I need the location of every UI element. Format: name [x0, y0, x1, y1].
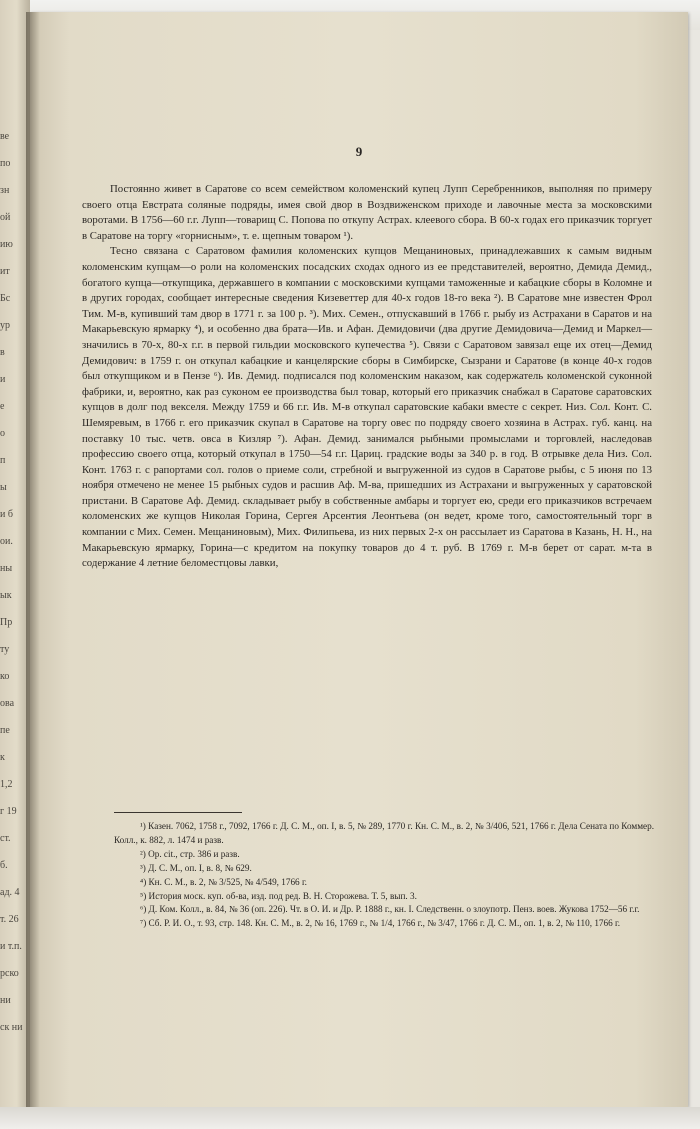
left-page-text-fragment: ию: [0, 239, 13, 250]
left-page-text-fragment: Бс: [0, 293, 11, 304]
left-page-text-fragment: ова: [0, 698, 15, 709]
footnote-3: ³) Д. С. М., оп. I, в. 8, № 629.: [140, 862, 252, 873]
left-page-text-fragment: ык: [0, 590, 12, 601]
left-page-text-fragment: и т.п.: [0, 941, 22, 952]
left-page-text-fragment: ст.: [0, 833, 11, 844]
left-page-text-fragment: и б: [0, 509, 13, 520]
left-page-text-fragment: пе: [0, 725, 10, 736]
footnotes: [114, 820, 654, 931]
left-page-text-fragment: ад. 4: [0, 887, 20, 898]
left-page-text-fragment: ой: [0, 212, 11, 223]
left-page-text-fragment: ко: [0, 671, 10, 682]
left-page-text-fragment: е: [0, 401, 5, 412]
left-page-text-fragment: ои.: [0, 536, 13, 547]
left-page-text-fragment: ит: [0, 266, 10, 277]
left-page-text-fragment: г 19: [0, 806, 17, 817]
book-page: [30, 12, 688, 1107]
left-page-text-fragment: рско: [0, 968, 19, 979]
left-page-text-fragment: 1,2: [0, 779, 13, 790]
left-page-text-fragment: по: [0, 158, 11, 169]
footnote-6: ⁶) Д. Ком. Колл., в. 84, № 36 (оп. 226). Чт. в О. И. и Др. Р. 1888 г., кн. I. Следственн. о злоупотр. Пенз. воев. Жукова 1752—56 г.г.: [140, 904, 640, 915]
left-page-text-fragment: п: [0, 455, 6, 466]
left-page-text-fragment: ы: [0, 482, 7, 493]
page-number: 9: [355, 144, 363, 159]
background-bottom: [0, 1107, 700, 1129]
main-text: [82, 182, 652, 572]
left-page-text-fragment: в: [0, 347, 5, 358]
left-page-text-fragment: б.: [0, 860, 8, 871]
left-page-text-fragment: ни: [0, 995, 11, 1006]
left-page-text-fragment: ур: [0, 320, 10, 331]
left-page-text-fragment: т. 26: [0, 914, 19, 925]
paragraph-1: Постоянно живет в Саратове со всем семейством коломенский купец Лупп Серебренников, выполняя по примеру своего отца Евстрата соляные подряды, имея свой двор в Воздвиженском приходе и лавочные места за московскими воротами. В 1756—60 г.г. Лупп—товарищ С. Попова по откупу Астрах. клеевого сбора. В 60-х годах его приказчик торгует в Саратове на торгу «горнисным», т. е. щепным товаром ¹).: [82, 183, 652, 242]
left-page-text-fragment: к: [0, 752, 5, 763]
footnote-5: ⁵) История моск. куп. об-ва, изд. под ред. В. Н. Сторожева. Т. 5, вып. 3.: [140, 890, 417, 901]
left-page-text-fragment: ту: [0, 644, 10, 655]
paragraph-2: Тесно связана с Саратовом фамилия коломенских купцов Мещаниновых, принадлежавших к самым видным коломенским купцам—о роли на коломенских посадских сходах одного из ее представителей, вероятно, Демида Демид., богатого купца—откупщика, державшего в компании с московскими купцами таможенные и кабацкие сборы в Коломне и в других городах, сообщает интересные сведения Кизеветтер для 40-х годов 18-го века ²). В Саратове мне известен Фрол Тим. М-в, купивший там двор в 1771 г. за 100 р. ³). Мих. Семен., отпускавший в 1766 г. рыбу из Астрахани в Саратов и на Макарьевскую ярмарку ⁴), и особенно два брата—Ив. и Афан. Демидовичи (два другие Демидовича—Демид и Маркел—значились в 70-х, 80-х г.г. в первой гильдии московского купечества ⁵). Связи с Саратовом завязал еще их отец—Демид Демидович: в 1759 г. он откупал кабацкие и канцелярские сборы в Симбирске, Сызрани и Саратове (в конце 40-х годов был откупщиком и в Пензе ⁶). Ив. Демид. подписался под коломенским наказом, как содержатель коломенской суконной фабрики, и, вероятно, как раз суконом ее производства был товар, который его приказчик снабжал в Саратове саратовских купцов в долг под векселя. Между 1759 и 66 г.г. Ив. М-в откупал саратовские кабаки вместе с секрет. Низ. Сол. Конт. С. Шемяревым, в 1766 г. его приказчик скупал в Саратове на торгу овес по подряду своего хозяина в Астрах. губ. канц. на поставку 10 тыс. четв. овса в Кизляр ⁷). Афан. Демид. занимался рыбными промыслами и торговлей, наследовав профессию своего отца, который откупал в 1750—54 г.г. Цариц. градские воды за 340 р. в год. В отрывке дела Низ. Сол. Конт. 1763 г. с рапортами сол. голов о приеме соли, стребной и выгруженной из судов в Саратове рыбы, с 5 июня по 13 ноября отмечено не менее 15 рыбных судов и расшив Аф. М-ва, пришедших из Астрахани и выгруженных у саратовской пристани. В Саратове Аф. Демид. складывает рыбу в собственные амбары и торгует ею, среди его приказчиков встречаем коломенских же купцов Николая Горина, Сергея Арсентия Леонтьева (он ведет, кроме того, самостоятельный торг в компании с Мих. Семен. Мещаниновым), Мих. Филипьева, из них первых 2-х он рассылает из Саратова в Казань, Н. Н., на Макарьевскую ярмарку, Горина—с кредитом на покупку товаров до 4 т. руб. В 1769 г. М-в берет от сарат. м-та в содержание 4 летние беломестцовы лавки,: [82, 245, 652, 570]
footnote-2: ²) Ор. cit., стр. 386 и разв.: [140, 848, 240, 859]
left-page-text-fragment: ве: [0, 131, 10, 142]
left-page-text-fragment: и: [0, 374, 6, 385]
footnote-1: ¹) Казен. 7062, 1758 г., 7092, 1766 г. Д. С. М., оп. I, в. 5, № 289, 1770 г. Кн. С. М., в. 2, № 3/406, 521, 1766 г. Дела Сената по Коммер. Колл., к. 882, л. 1474 и разв.: [114, 821, 654, 845]
left-page-text-fragment: зн: [0, 185, 10, 196]
footnote-4: ⁴) Кн. С. М., в. 2, № 3/525, № 4/549, 1766 г.: [140, 876, 307, 887]
spine-shadow: [26, 12, 40, 1107]
left-page-text-fragment: о: [0, 428, 5, 439]
footnote-7: ⁷) Сб. Р. И. О., т. 93, стр. 148. Кн. С. М., в. 2, № 16, 1769 г., № 1/4, 1766 г., № 3/47, 1766 г. Д. С. М., оп. 1, в. 2, № 110, 1766 г.: [140, 918, 621, 929]
left-page-text-fragment: ск ни: [0, 1022, 23, 1033]
left-page-text-fragment: Пр: [0, 617, 13, 628]
footnote-divider: [114, 812, 242, 813]
left-page-text-fragment: ны: [0, 563, 13, 574]
